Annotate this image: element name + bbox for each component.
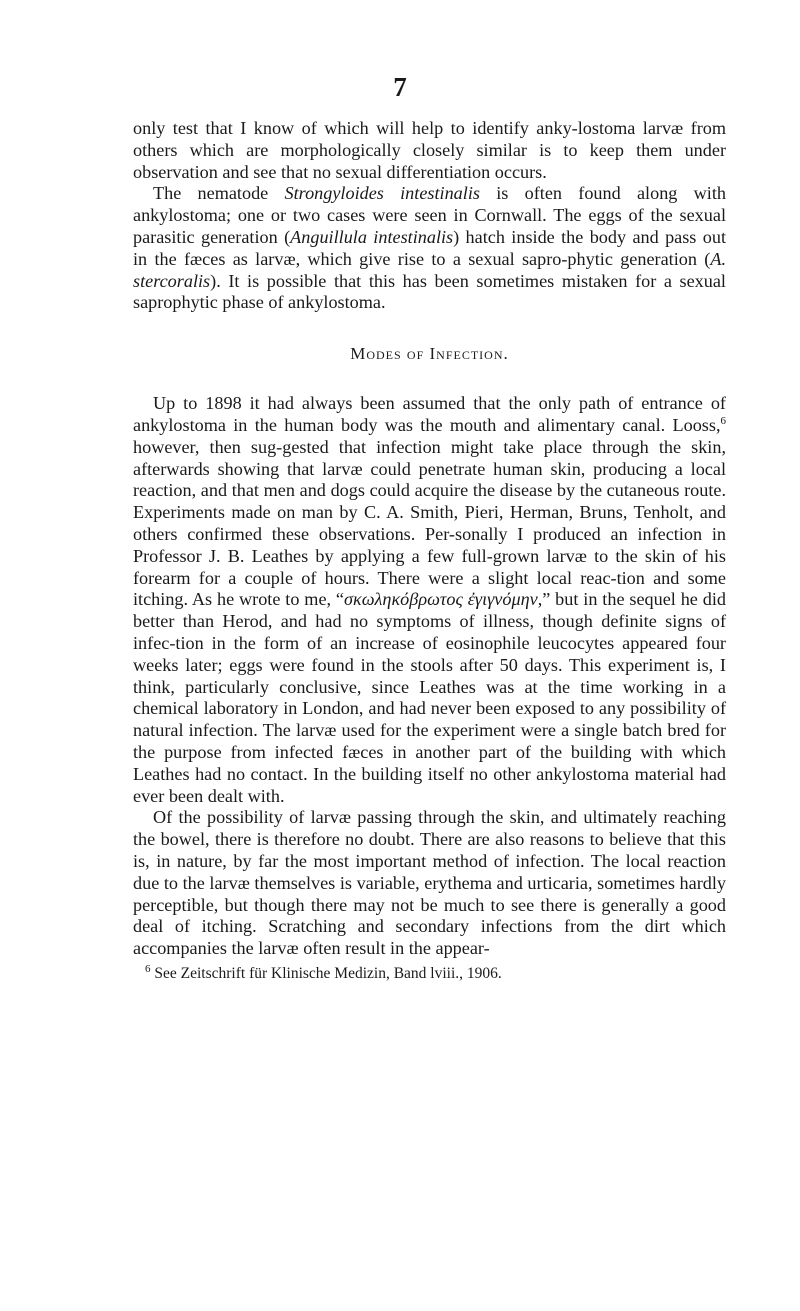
paragraph-skin-penetration (133, 807, 726, 960)
paragraph-strongyloides (133, 183, 726, 314)
paragraph-continuation (133, 118, 726, 183)
paragraph-modes-of-infection (133, 393, 726, 807)
footnote (133, 964, 726, 983)
footnote-marker: 6 (145, 962, 151, 975)
section-heading: Modes of Infection. (350, 344, 509, 364)
footnote-reference: 6 (720, 414, 726, 427)
paragraph-text: ). It is possible that this has been sometimes mistaken for a sexual saprophytic phase of ankylostoma. (133, 270, 726, 313)
paragraph-text: only test that I know of which will help to identify anky-lostoma larvæ from others which are morphologically closely similar is to keep them under observation and see that no sexual differentiation occurs. (133, 118, 726, 182)
paragraph-text: Up to 1898 it had always been assumed that the only path of entrance of ankylostoma in the human body was the mouth and alimentary canal. Looss, (133, 393, 726, 435)
greek-quote: σκωληκόβρωτος ἐγιγνόμην (344, 589, 538, 610)
species-name: Strongyloides intestinalis (284, 183, 480, 204)
paragraph-text: is often found along with ankylostoma; one or two cases were seen in Cornwall. The eggs of the sexual parasitic generation ( (133, 183, 726, 247)
body-text (133, 118, 726, 983)
paragraph-text: ) hatch inside the body and pass out in the fæces as larvæ, which give rise to a sexual sapro-phytic generation ( (133, 226, 726, 269)
paragraph-text: however, then sug-gested that infection might take place through the skin, afterwards showing that larvæ could penetrate human skin, producing a local reaction, and that men and dogs could acquire the disease by the cutaneous route. Experiments made on man by C. A. Smith, Pieri, Herman, Bruns, Tenholt, and others confirmed these observations. Per-sonally I produced an infection in Professor J. B. Leathes by applying a few full-grown larvæ to the skin of his forearm for a couple of hours. There were a slight local reac-tion and some itching. As he wrote to me, “ (133, 436, 726, 610)
species-name: A. stercoralis (133, 248, 726, 291)
page-number: 7 (393, 72, 407, 102)
footnote-text: See Zeitschrift für Klinische Medizin, Band lviii., 1906. (150, 964, 502, 982)
paragraph-text: ,” but in the sequel he did better than Herod, and had no symptoms of illness, though definite signs of infec-tion in the form of an increase of eosinophile leucocytes appeared four weeks later; eggs were found in the stools after 50 days. This experiment is, I think, particularly conclusive, since Leathes was at the time working in a chemical laboratory in London, and had never been exposed to any possibility of natural infection. The larvæ used for the experiment were a single batch bred for the purpose from infected fæces in another part of the building with which Leathes had no contact. In the building itself no other ankylostoma material had ever been dealt with. (133, 589, 726, 806)
paragraph-text: The nematode (153, 183, 285, 204)
species-name: Anguillula intestinalis (290, 226, 454, 247)
paragraph-text: Of the possibility of larvæ passing through the skin, and ultimately reaching the bowel, there is therefore no doubt. There are also reasons to believe that this is, in nature, by far the most important method of infection. The local reaction due to the larvæ themselves is variable, erythema and urticaria, sometimes hardly perceptible, but though there may not be much to see there is generally a good deal of itching. Scratching and secondary infections from the dirt which accompanies the larvæ often result in the appear- (133, 807, 726, 959)
